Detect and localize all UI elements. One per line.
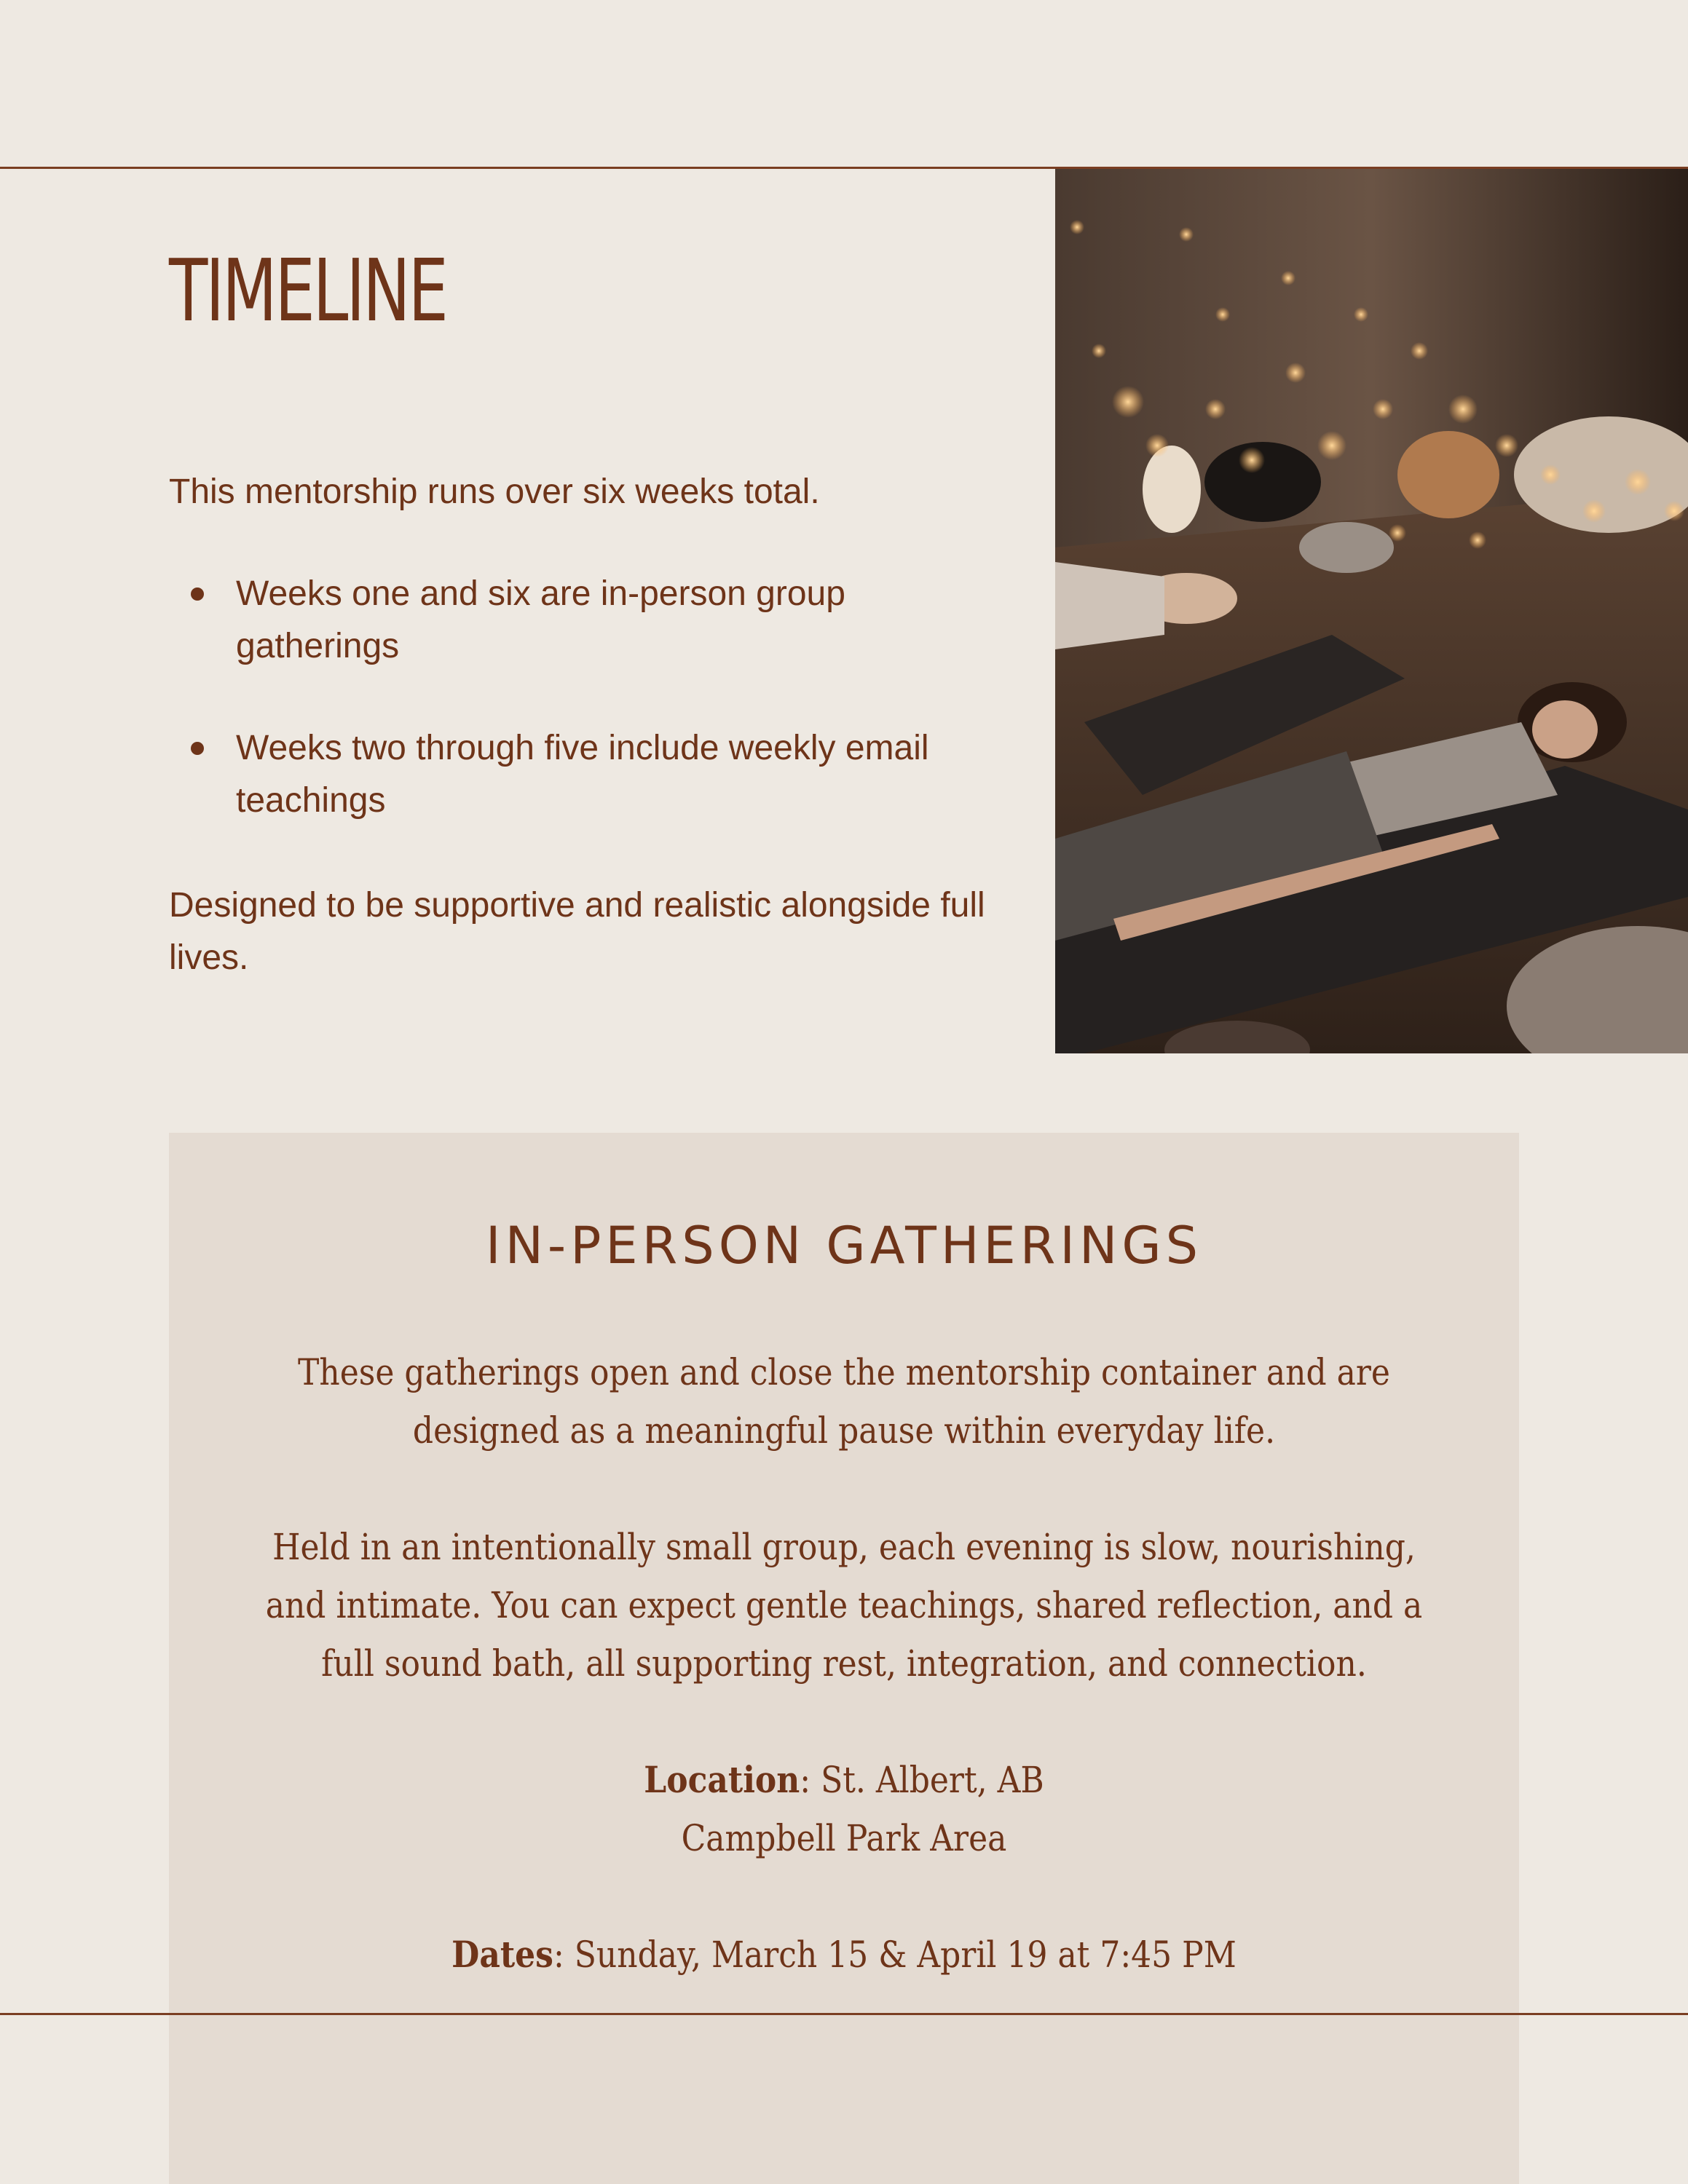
dates-label: Dates (451, 1933, 553, 1976)
location-label: Location (644, 1758, 800, 1801)
location-line (250, 1751, 1438, 1809)
bottom-divider (0, 2013, 1688, 2015)
gatherings-paragraph-2: Held in an intentionally small group, each evening is slow, nourishing, and intimate. You can expect gentle teachings, shared reflection, and a full sound bath, all supporting rest, integration, and connection. (265, 1526, 1423, 1685)
timeline-bullet-list (169, 568, 999, 877)
list-item (169, 722, 999, 827)
timeline-intro: This mentorship runs over six weeks total. (169, 472, 820, 511)
gatherings-paragraph-1: These gatherings open and close the mentorship container and are designed as a meaningful pause within everyday life. (298, 1351, 1390, 1452)
timeline-closing: Designed to be supportive and realistic alongside full lives. (169, 886, 985, 977)
location-area: Campbell Park Area (681, 1817, 1007, 1859)
bullet-icon (191, 587, 204, 601)
gatherings-heading: IN-PERSON GATHERINGS (485, 1216, 1203, 1275)
bullet-text: Weeks one and six are in-person group gatherings (236, 574, 845, 665)
bullet-text: Weeks two through five include weekly email teachings (236, 729, 929, 820)
yoga-rest-photo (1055, 169, 1688, 1053)
list-item (169, 568, 999, 673)
location-block (250, 1751, 1438, 1867)
timeline-heading: TIMELINE (169, 240, 446, 341)
bullet-icon (191, 742, 204, 755)
dates-value: : Sunday, March 15 & April 19 at 7:45 PM (553, 1934, 1237, 1976)
location-value: : St. Albert, AB (800, 1759, 1044, 1801)
dates-line (250, 1926, 1438, 1984)
